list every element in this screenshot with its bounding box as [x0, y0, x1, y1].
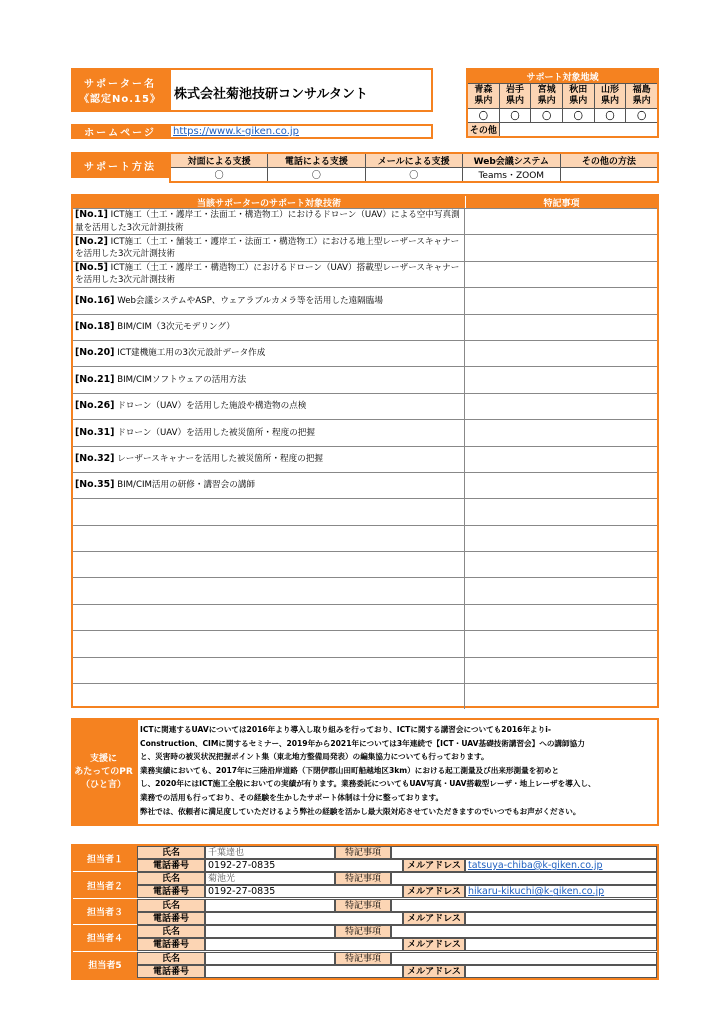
phone-label: 電話番号: [137, 912, 205, 925]
contact-block: [73, 925, 657, 951]
pr-line: 弊社では、依頼者に満足度していただけるよう弊社の経験を活かし最大限対応させていただきますのでいつでもお声がください。: [140, 806, 581, 816]
tech-number: [No.26]: [75, 400, 115, 412]
tech-description: Web会議システムやASP、ウェアラブルカメラ等を活用した遠隔臨場: [114, 295, 383, 306]
contact-label: 担当者２: [73, 872, 137, 897]
support-method-label: サポート方法: [71, 152, 169, 178]
region-prefecture: 秋田 県内: [562, 84, 594, 109]
method-value: 〇: [268, 168, 365, 183]
contact-label: 担当者４: [73, 925, 137, 950]
method-value: 〇: [365, 168, 462, 183]
contact-notes: [391, 952, 657, 965]
tech-table: [71, 194, 659, 708]
tech-number: [No.32]: [75, 453, 115, 464]
tech-description: ICT建機施工用の3次元設計データ作成: [114, 348, 266, 359]
tech-row: [73, 657, 657, 683]
pr-line: 業務での活用も行っており、その経験を生かしたサポート体制は十分に整っております。: [140, 792, 444, 802]
tech-number: [No.20]: [75, 347, 115, 359]
pr-line: Construction、CIMに関するセミナー、2019年から2021年については3年連続で【ICT・UAV基礎技術講習会】への講師協力: [140, 738, 585, 748]
phone-label: 電話番号: [137, 885, 205, 898]
supporter-name-box: [169, 68, 433, 112]
method-header: Web会議システム: [462, 153, 560, 168]
tech-number: [No.1]: [75, 209, 108, 221]
tech-header-left: 当該サポーターのサポート対象技術: [73, 196, 466, 208]
method-header: 対面による支援: [170, 153, 268, 168]
homepage-link[interactable]: https://www.k-giken.co.jp: [173, 126, 300, 137]
homepage-label: ホームページ: [71, 124, 169, 139]
contact-block: [73, 872, 657, 898]
support-method-table: [169, 152, 659, 183]
tech-note: [465, 262, 657, 287]
tech-note: [465, 394, 657, 419]
region-mark: 〇: [594, 109, 626, 123]
tech-description: BIM/CIM活用の研修・講習会の講師: [114, 480, 256, 491]
mail-label: メルアドレス: [403, 965, 465, 978]
tech-note: [465, 605, 657, 630]
contact-notes: [391, 899, 657, 912]
supporter-name-label: サポーター名 《認定No.15》: [71, 68, 169, 112]
region-mark: 〇: [499, 109, 531, 123]
tech-row: [73, 366, 657, 392]
notes-label: 特記事項: [335, 899, 391, 912]
name-label: 氏名: [137, 952, 205, 965]
tech-description: ICT施工（土工・舗装工・護岸工・法面工・構造物工）における地上型レーザースキャナーを活用した3次元計測技術: [75, 236, 460, 260]
method-value: Teams・ZOOM: [462, 168, 560, 183]
region-other-value: [499, 123, 658, 138]
tech-header-right: 特記事項: [543, 198, 580, 209]
tech-number: [No.16]: [75, 294, 115, 306]
tech-row: [73, 551, 657, 577]
contact-mail[interactable]: hikaru-kikuchi@k-giken.co.jp: [465, 885, 657, 898]
tech-description: BIM/CIMソフトウェアの活用方法: [114, 374, 247, 385]
mail-label: メルアドレス: [403, 938, 465, 951]
contact-phone: [205, 938, 403, 951]
tech-description: ドローン（UAV）を活用した被災箇所・程度の把握: [114, 427, 315, 438]
method-value: 〇: [170, 168, 268, 183]
tech-row: [73, 287, 657, 313]
pr-line: と、災害時の被災状況把握ポイント集（東北地方整備局発表）の編集協力についても行っております。: [140, 752, 489, 762]
tech-note: [465, 367, 657, 392]
tech-row: [73, 577, 657, 603]
tech-row: [73, 446, 657, 472]
name-label: 氏名: [137, 899, 205, 912]
notes-label: 特記事項: [335, 846, 391, 859]
region-prefecture: 宮城 県内: [531, 84, 563, 109]
notes-label: 特記事項: [335, 925, 391, 938]
contact-label: 担当者１: [73, 846, 137, 871]
region-table: [466, 68, 659, 138]
tech-number: [No.18]: [75, 321, 115, 333]
supporter-name: 株式会社菊池技研コンサルタント: [174, 87, 368, 102]
contact-block: [73, 952, 657, 978]
region-prefecture: 岩手 県内: [499, 84, 531, 109]
contact-mail[interactable]: [465, 938, 657, 951]
region-mark: 〇: [562, 109, 594, 123]
region-prefecture: 青森 県内: [467, 84, 499, 109]
contact-phone: [205, 912, 403, 925]
tech-note: [465, 315, 657, 340]
tech-note: [465, 341, 657, 366]
tech-row: [73, 393, 657, 419]
name-label: 氏名: [137, 846, 205, 859]
region-other-label: その他: [467, 123, 499, 138]
tech-note: [465, 526, 657, 551]
tech-note: [465, 552, 657, 577]
region-prefecture: 福島 県内: [626, 84, 658, 109]
tech-row: [73, 234, 657, 260]
region-mark: 〇: [626, 109, 658, 123]
contact-name: [205, 952, 335, 965]
notes-label: 特記事項: [335, 872, 391, 885]
contact-block: [73, 846, 657, 872]
contact-mail[interactable]: [465, 912, 657, 925]
phone-label: 電話番号: [137, 859, 205, 872]
notes-label: 特記事項: [335, 952, 391, 965]
region-title: サポート対象地域: [467, 69, 658, 84]
tech-row: [73, 498, 657, 524]
tech-description: レーザースキャナーを活用した被災箇所・程度の把握: [114, 454, 324, 464]
tech-row: [73, 604, 657, 630]
tech-row: [73, 683, 657, 709]
contact-name: 菊池光: [205, 872, 335, 885]
phone-label: 電話番号: [137, 938, 205, 951]
tech-note: [465, 499, 657, 524]
tech-note: [465, 420, 657, 445]
tech-note: [465, 684, 657, 709]
mail-label: メルアドレス: [403, 885, 465, 898]
tech-description: ICT施工（土工・護岸工・構造物工）におけるドローン（UAV）搭載型レーザースキャナーを活用した3次元計測技術: [75, 263, 460, 286]
tech-row: [73, 340, 657, 366]
tech-number: [No.2]: [75, 235, 108, 247]
mail-label: メルアドレス: [403, 859, 465, 872]
contact-name: [205, 925, 335, 938]
method-header: メールによる支援: [365, 153, 462, 168]
tech-number: [No.31]: [75, 426, 115, 438]
contact-block: [73, 899, 657, 925]
contact-notes: [391, 925, 657, 938]
tech-row: [73, 472, 657, 498]
method-header: 電話による支援: [268, 153, 365, 168]
contact-name: 千葉達也: [205, 846, 335, 859]
name-label: 氏名: [137, 872, 205, 885]
tech-description: BIM/CIM（3次元モデリング）: [114, 322, 235, 333]
tech-row: [73, 630, 657, 656]
tech-note: [465, 578, 657, 603]
tech-row: [73, 314, 657, 340]
tech-row: [73, 419, 657, 445]
mail-label: メルアドレス: [403, 912, 465, 925]
contact-mail[interactable]: [465, 965, 657, 978]
method-value: [560, 168, 658, 183]
contact-phone: [205, 965, 403, 978]
tech-number: [No.5]: [75, 262, 108, 274]
region-prefecture: 山形 県内: [594, 84, 626, 109]
tech-description: ドローン（UAV）を活用した施設や構造物の点検: [114, 401, 307, 412]
contact-notes: [391, 872, 657, 885]
tech-note: [465, 447, 657, 472]
contact-label: 担当者３: [73, 899, 137, 924]
name-label: 氏名: [137, 925, 205, 938]
contact-phone: 0192-27-0835: [205, 885, 403, 898]
tech-note: [465, 235, 657, 260]
tech-note: [465, 288, 657, 313]
tech-row: [73, 208, 657, 234]
contact-phone: 0192-27-0835: [205, 859, 403, 872]
pr-label: 支援に あたってのPR （ひと言）: [71, 718, 136, 826]
tech-number: [No.21]: [75, 373, 115, 385]
pr-text-box: [136, 718, 659, 826]
tech-description: ICT施工（土工・護岸工・法面工・構造物工）におけるドローン（UAV）による空中写真測量を活用した3次元計測技術: [75, 210, 460, 233]
contact-label: 担当者5: [73, 952, 137, 978]
tech-note: [465, 473, 657, 498]
contact-mail[interactable]: tatsuya-chiba@k-giken.co.jp: [465, 859, 657, 872]
phone-label: 電話番号: [137, 965, 205, 978]
pr-line: ICTに関連するUAVについては2016年より導入し取り組みを行っており、ICTに関する講習会についても2016年よりi-: [140, 725, 551, 734]
contacts-table: [71, 844, 659, 980]
tech-row: [73, 525, 657, 551]
contact-notes: [391, 846, 657, 859]
pr-line: 業務実績においても、2017年に三陸沿岸道路（下閉伊郡山田町船越地区3km）における起工測量及び出来形測量を初めと: [140, 765, 560, 775]
region-mark: 〇: [531, 109, 563, 123]
homepage-box: [169, 124, 433, 139]
tech-row: [73, 261, 657, 287]
region-mark: 〇: [467, 109, 499, 123]
pr-line: し、2020年にはICT施工全般においての実績が有ります。業務委託についてもUAV写真・UAV搭載型レーザ・地上レーザを導入し、: [140, 779, 596, 789]
tech-note: [465, 631, 657, 656]
method-header: その他の方法: [560, 153, 658, 168]
tech-note: [465, 209, 657, 234]
tech-note: [465, 658, 657, 683]
tech-number: [No.35]: [75, 479, 115, 491]
contact-name: [205, 899, 335, 912]
